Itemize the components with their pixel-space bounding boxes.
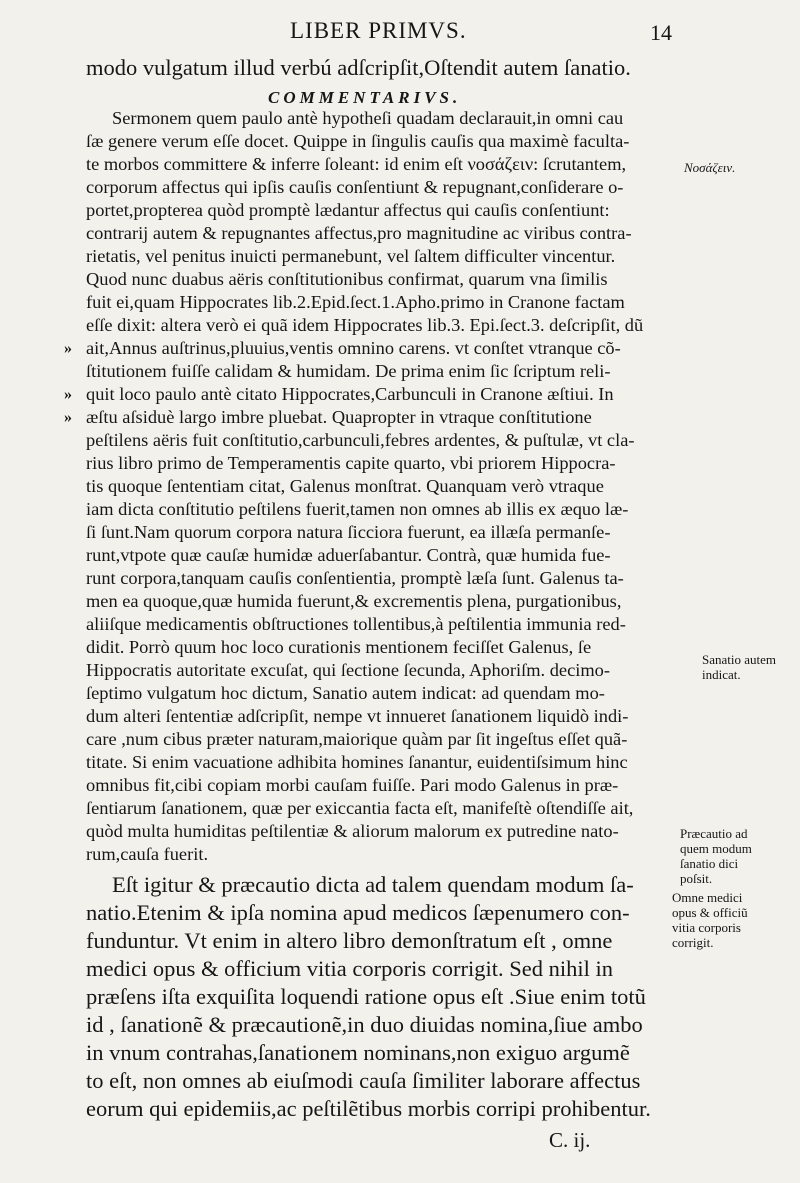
text-line: id , ſanationẽ & præcautionẽ,in duo diuidas nomina,ſiue ambo bbox=[86, 1012, 643, 1037]
margin-note-line: Omne medici bbox=[672, 890, 743, 905]
quote-mark: » bbox=[64, 386, 72, 403]
lemma-line: modo vulgatum illud verbú adſcripſit,Oſtendit autem ſanatio. bbox=[86, 55, 631, 80]
commentary-line: ſæ genere verum eſſe docet. Quippe in ſingulis cauſis qua maximè facultа- bbox=[86, 131, 630, 151]
commentary-line: aliiſque medicamentis obſtructiones tollentibus,à peſtilentia immunia red- bbox=[86, 614, 626, 634]
margin-note-line: Præcautio ad bbox=[680, 826, 748, 841]
commentary-line: Quod nunc duabus aëris conſtitutionibus confirmat, quarum vna ſimilis bbox=[86, 269, 608, 289]
margin-note-line: ſanatio dici bbox=[680, 856, 739, 871]
commentary-line: æſtu aſsiduè largo imbre pluebat. Quapropter in vtraque conſtitutione bbox=[86, 407, 592, 427]
margin-note-line: Sanatio autem bbox=[702, 652, 777, 667]
text-line: Eſt igitur & præcautio dicta ad talem quendam modum ſa- bbox=[112, 872, 634, 897]
margin-note-line: quem modum bbox=[680, 841, 752, 856]
margin-note bbox=[702, 652, 776, 682]
margin-note-line: poſsit. bbox=[680, 871, 713, 886]
text-line: in vnum contrahas,ſanationem nominans,non exiguo argumẽ bbox=[86, 1040, 630, 1065]
commentary-line: ſentiarum ſanationem, quæ per exiccantia facta eſt, manifeſtè oſtendiſſe ait, bbox=[86, 798, 634, 818]
commentary-line: ait,Annus auſtrinus,pluuius,ventis omnino carens. vt conſtet vtranque cõ- bbox=[86, 338, 621, 358]
commentary-line: portet,propterea quòd promptè lædantur affectus qui cauſis conſentiunt: bbox=[86, 200, 610, 220]
page-number: 14 bbox=[650, 20, 672, 45]
margin-note bbox=[680, 826, 752, 886]
commentary-line: care ,num cibus præter naturam,maiorique quàm par ſit ingeſtus eſſet quã- bbox=[86, 729, 628, 749]
margin-note-line: opus & officiũ bbox=[672, 905, 748, 920]
text-line: medici opus & officium vitia corporis corrigit. Sed nihil in bbox=[86, 956, 614, 981]
commentary-line: rum,cauſa fuerit. bbox=[86, 844, 209, 864]
commentary-line: omnibus fit,cibi copiam morbi cauſam fuiſſe. Pari modo Galenus in præ- bbox=[86, 775, 619, 795]
commentary-line: titate. Si enim vacuatione adhibita homines ſanantur, euidentiſsimum hinc bbox=[86, 752, 628, 772]
text-line: eorum qui epidemiis,ac peſtilẽtibus morbis corripi prohibentur. bbox=[86, 1096, 651, 1121]
commentary-line: ſtitutionem fuiſſe calidam & humidam. De prima enim ſic ſcriptum reli- bbox=[86, 361, 611, 381]
margin-note-line: indicat. bbox=[702, 667, 741, 682]
commentary-line: rius libro primo de Temperamentis capite quarto, vbi priorem Hippocra- bbox=[86, 453, 616, 473]
margin-note-line: Νοσάζειν. bbox=[684, 160, 736, 175]
commentary-line: runt corpora,tanquam cauſis conſentientia, promptè læſa ſunt. Galenus ta- bbox=[86, 568, 624, 588]
signature-mark: C. ij. bbox=[549, 1128, 591, 1152]
commentary-line: runt,vtpote quæ cauſæ humidæ aduerſabantur. Contrà, quæ humida fue- bbox=[86, 545, 611, 565]
commentary-line: quòd multa humiditas peſtilentiæ & aliorum malorum ex putredine nato- bbox=[86, 821, 619, 841]
margin-note-line: corrigit. bbox=[672, 935, 714, 950]
text-line: natio.Etenim & ipſa nomina apud medicos ſæpenumero con- bbox=[86, 900, 630, 925]
commentary-line: Hippocratis autoritate excuſat, qui ſectione ſecunda, Aphoriſm. decimo- bbox=[86, 660, 610, 680]
margin-note bbox=[684, 160, 735, 175]
running-title: LIBER PRIMVS. bbox=[290, 18, 467, 43]
text-line: to eſt, non omnes ab eiuſmodi cauſa ſimiliter laborare affectus bbox=[86, 1068, 641, 1093]
commentary-line: rietatis, vel penitus inuicti permanebunt, vel ſaltem difficulter vincentur. bbox=[86, 246, 616, 266]
commentary-line: peſtilens aëris fuit conſtitutio,carbunculi,febres ardentes, & puſtulæ, vt cla- bbox=[86, 430, 635, 450]
margin-note bbox=[672, 890, 748, 950]
commentary-line: dum alteri ſententiæ adſcripſit, nempe vt innueret ſanationem liquidò indi- bbox=[86, 706, 629, 726]
commentary-line: te morbos committere & inferre ſoleant: id enim eſt νοσάζειν: ſcrutantem, bbox=[86, 154, 627, 174]
quote-mark: » bbox=[64, 340, 72, 357]
text-line: funduntur. Vt enim in altero libro demonſtratum eſt , omne bbox=[86, 928, 613, 953]
commentary-line: fuit ei,quam Hippocrates lib.2.Epid.ſect.1.Apho.primo in Cranone factam bbox=[86, 292, 625, 312]
commentary-line: iam dicta conſtitutio peſtilens fuerit,tamen non omnes ab illis ex æquo læ- bbox=[86, 499, 629, 519]
commentary-line: quit loco paulo antè citato Hippocrates,Carbunculi in Cranone æſtiui. In bbox=[86, 384, 614, 404]
commentary-line: corporum affectus qui ipſis cauſis conſentiunt & repugnant,conſiderare o- bbox=[86, 177, 624, 197]
commentary-line: contrarij autem & repugnantes affectus,pro magnitudine ac viribus contra- bbox=[86, 223, 632, 243]
commentary-line: tis quoque ſententiam citat, Galenus monſtrat. Quanquam verò vtraque bbox=[86, 476, 604, 496]
commentary-line: Sermonem quem paulo antè hypotheſi quadam declarauit,in omni cau bbox=[112, 108, 624, 128]
text-line: præſens iſta exquiſita loquendi ratione opus eſt .Siue enim totũ bbox=[86, 984, 646, 1009]
commentary-line: eſſe dixit: altera verò ei quã idem Hippocrates lib.3. Epi.ſect.3. deſcripſit, dũ bbox=[86, 315, 644, 335]
commentary-heading: COMMENTARIVS. bbox=[268, 88, 462, 107]
commentary-line: ſi ſunt.Nam quorum corpora natura ſicciora fuerunt, ea illæſa permanſe- bbox=[86, 522, 611, 542]
margin-note-line: vitia corporis bbox=[672, 920, 741, 935]
quote-mark: » bbox=[64, 409, 72, 426]
commentary-line: ſeptimo vulgatum hoc dictum, Sanatio autem indicat: ad quendam mo- bbox=[86, 683, 605, 703]
commentary-line: didit. Porrò quum hoc loco curationis mentionem feciſſet Galenus, ſe bbox=[86, 637, 592, 657]
commentary-line: men ea quoque,quæ humida fuerunt,& excrementis plena, purgationibus, bbox=[86, 591, 622, 611]
